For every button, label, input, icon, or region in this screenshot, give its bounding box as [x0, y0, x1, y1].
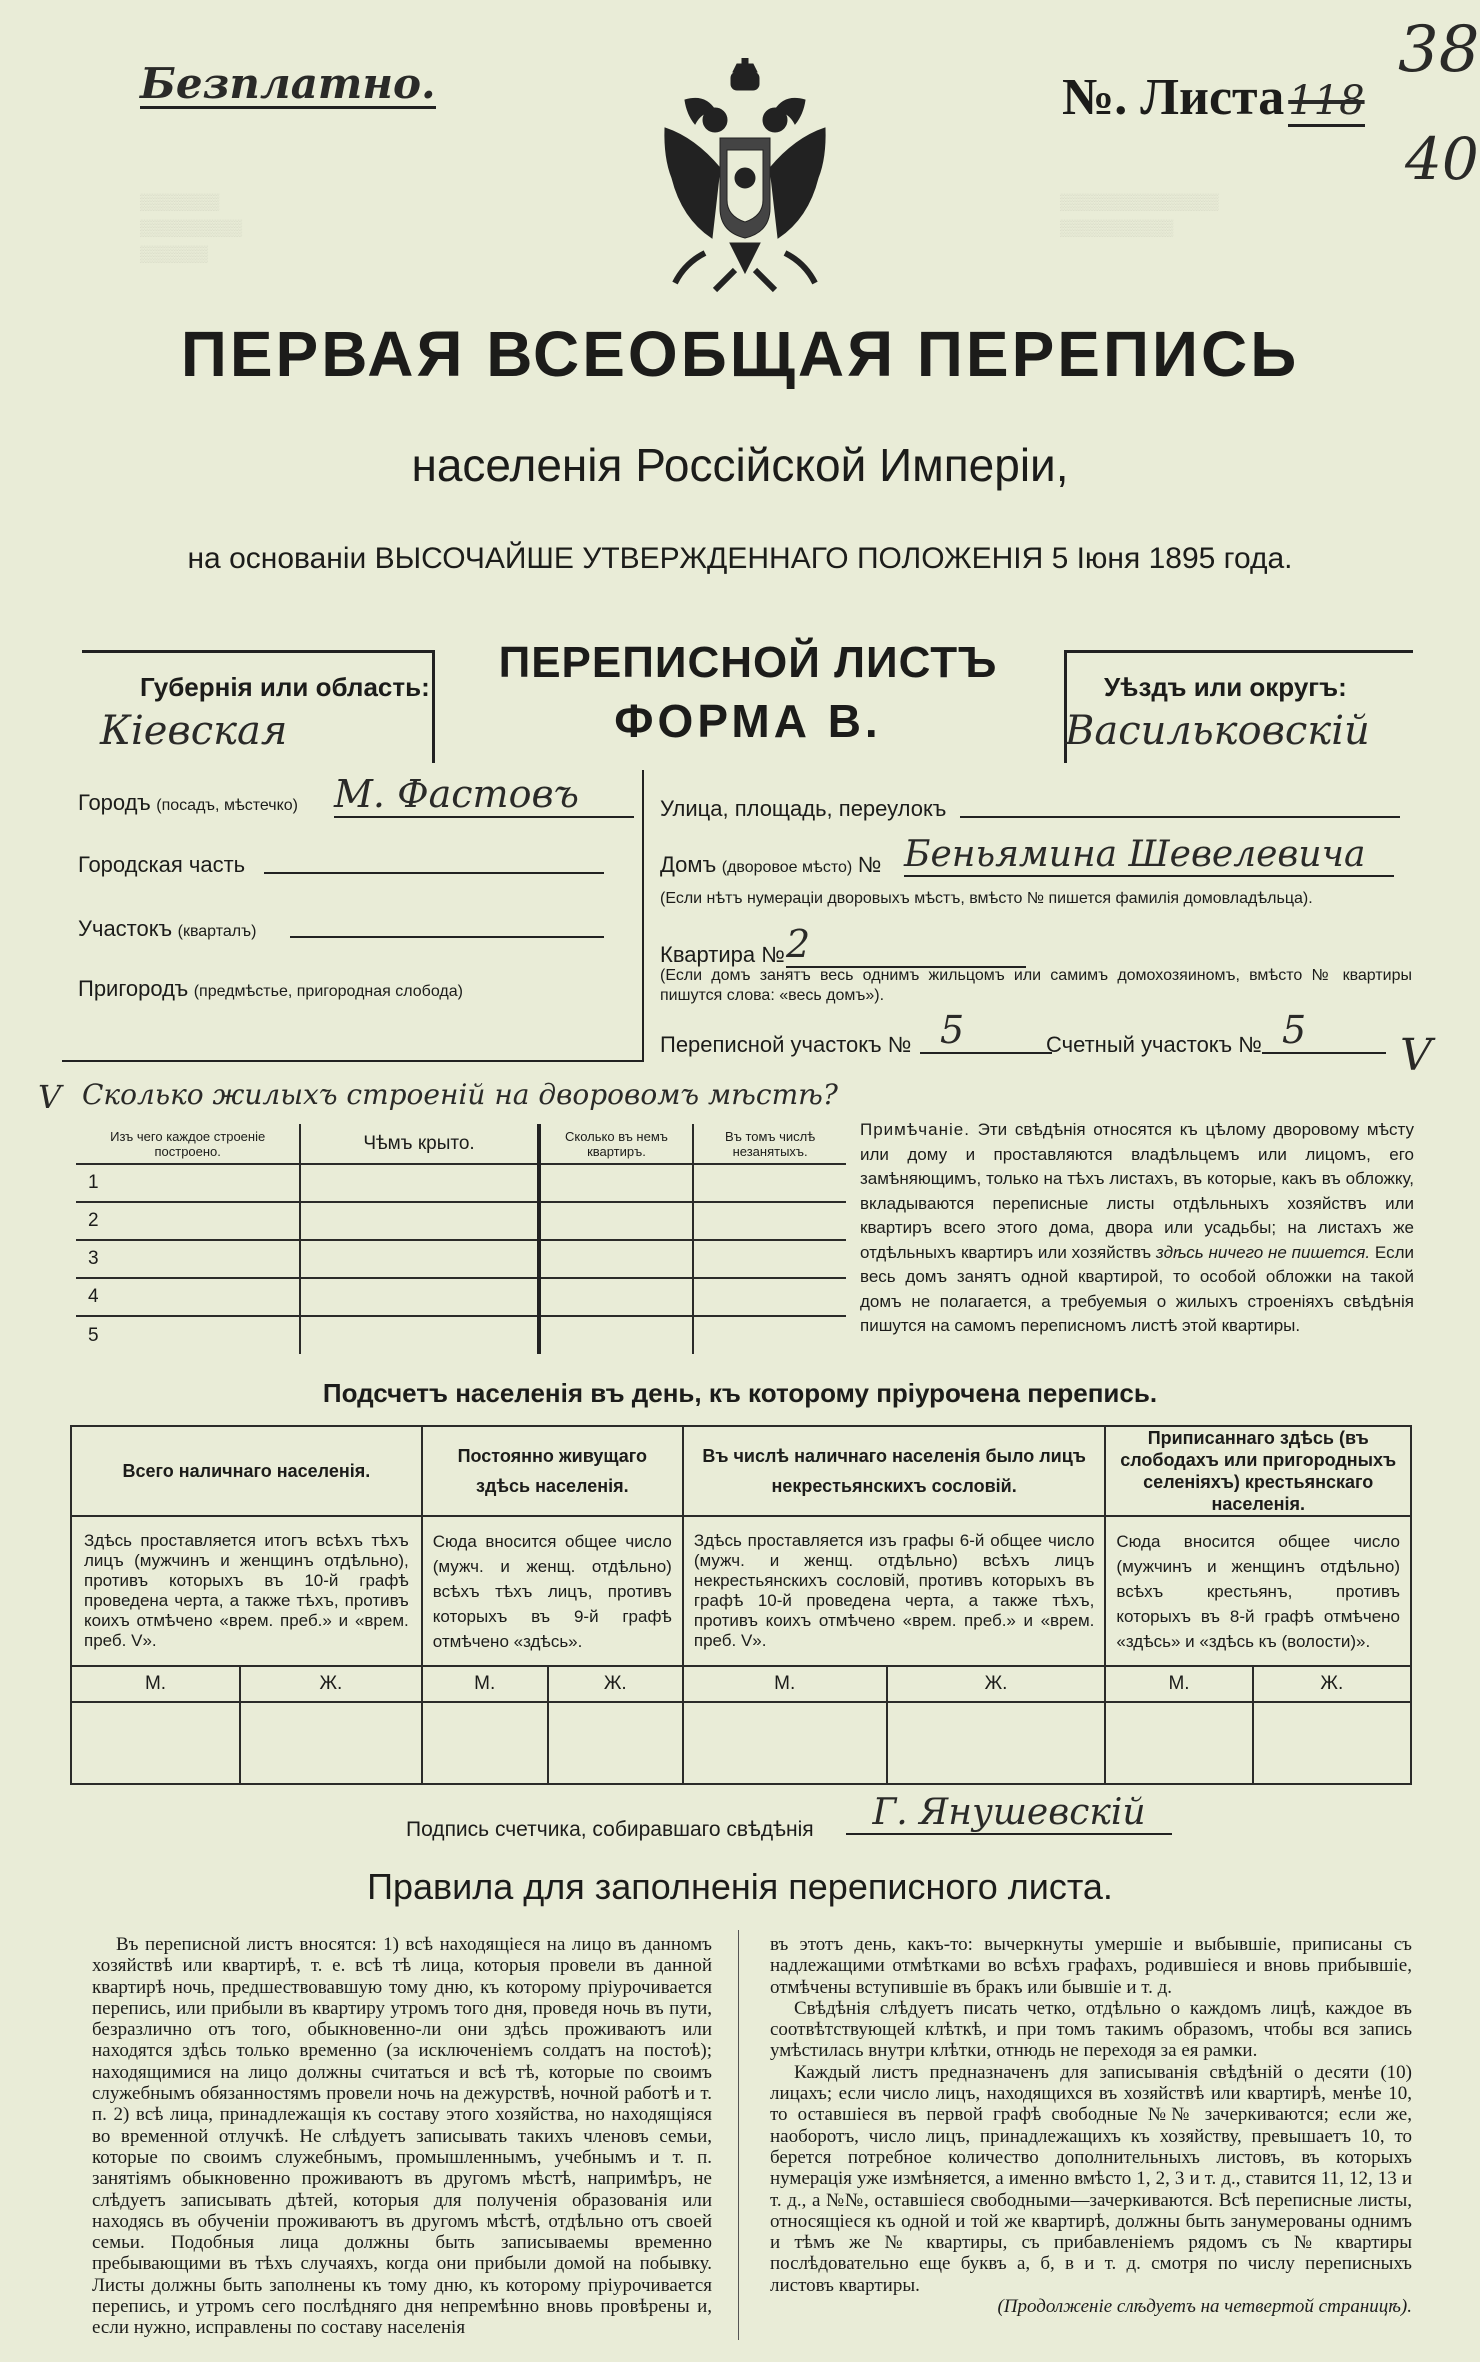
- suburb-note: (предмѣстье, пригородная слобода): [193, 983, 463, 1000]
- precinct-label: Участокъ: [78, 916, 173, 941]
- buildings-row-number: 1: [76, 1164, 300, 1202]
- sheet-number-label: №. Листа: [1062, 69, 1285, 126]
- free-label: Безплатно.: [140, 59, 436, 108]
- population-cell: [683, 1702, 887, 1784]
- census-main-title: ПЕРВАЯ ВСЕОБЩАЯ ПЕРЕПИСЬ: [180, 318, 1300, 390]
- buildings-cell: [693, 1202, 846, 1240]
- buildings-note-text-a: Эти свѣдѣнія относятся къ цѣлому дворовому мѣсту или дому и проставляются владѣльцемъ или лицомъ, его замѣняющимъ, только на тѣхъ листахъ, въ которые, какъ въ обложку, вкладываются переписные листы отдѣльныхъ хозяйствъ или квартиръ всего этого дома, двора или усадьбы; на листахъ же отдѣльныхъ квартиръ или хозяйствъ: [860, 1120, 1414, 1262]
- population-male-header: М.: [683, 1666, 887, 1702]
- count-precinct-label: Счетный участокъ №: [1046, 1032, 1262, 1057]
- address-check-mark: V: [1400, 1030, 1432, 1081]
- census-precinct-label: Переписной участокъ №: [660, 1032, 912, 1057]
- population-heading-peasant: Приписаннаго здѣсь (въ слободахъ или пригородныхъ селеніяхъ) крестьянскаго населенія.: [1105, 1426, 1411, 1516]
- rules-right-paragraph-c: Каждый листъ предназначенъ для записыванія свѣдѣній о десяти (10) лицахъ; если число лицъ, находящихся въ хозяйствѣ или квартирѣ, менѣе 10, то оставшіеся въ первой графѣ свободные №№ зачеркиваются; если же, наоборотъ, число лицъ, принадлежащихъ къ хозяйству, превышаетъ 10, то берется потребное количество дополнительныхъ листовъ, въ которыхъ нумерація уже измѣняется, а именно вмѣсто 1, 2, 3 и т. д., ставится 11, 12, 13 и т. д., а №№, оставшіеся свободными—зачеркиваются. Всѣ переписные листы, относящіеся къ одной и той же квартирѣ, должны быть занумерованы однимъ и тѣмъ же № квартиры, съ прибавленіемъ рядомъ съ № квартиры послѣдовательно еще буквъ а, б, в и т. д. смотря по числу переписныхъ листовъ квартиры.: [770, 2061, 1412, 2296]
- uezd-value: Васильковскій: [1065, 708, 1370, 754]
- buildings-note: [860, 1118, 1414, 1339]
- population-text-peasant: Сюда вносится общее число (мужчинъ и женщинъ отдѣльно) всѣхъ крестьянъ, противъ которыхъ въ 8-й графѣ отмѣчено «здѣсь» и «здѣсь къ (волости)».: [1105, 1516, 1411, 1666]
- population-cell: [71, 1702, 240, 1784]
- population-cell: [548, 1702, 683, 1784]
- corner-number-2: 40: [1405, 125, 1479, 193]
- population-text-total: Здѣсь проставляется итогъ всѣхъ тѣхъ лицъ (мужчинъ и женщинъ отдѣльно), противъ которыхъ въ 10-й графѣ проведена черта, а также тѣхъ, противъ коихъ отмѣчено «врем. преб.» и «врем. преб. V».: [71, 1516, 422, 1666]
- house-value: Беньямина Шевелевича: [904, 834, 1394, 877]
- buildings-cell: [693, 1278, 846, 1316]
- buildings-cell: [539, 1202, 694, 1240]
- street-label: Улица, площадь, переулокъ: [660, 796, 947, 821]
- buildings-cell: [300, 1316, 538, 1354]
- buildings-header-apartments: Сколько въ немъ квартиръ.: [539, 1124, 694, 1164]
- population-cell: [1253, 1702, 1411, 1784]
- city-note: (посадъ, мѣстечко): [156, 797, 299, 814]
- population-cell: [422, 1702, 548, 1784]
- rules-right-column: [770, 1934, 1412, 2317]
- precinct-value-line: [290, 934, 604, 938]
- buildings-row-number: 5: [76, 1316, 300, 1354]
- form-title: ПЕРЕПИСНОЙ ЛИСТЪ: [498, 638, 998, 687]
- population-male-header: М.: [1105, 1666, 1252, 1702]
- gubernia-value: Кіевская: [100, 708, 288, 754]
- population-cell: [1105, 1702, 1252, 1784]
- gubernia-label: Губернія или область:: [140, 672, 430, 702]
- population-title: Подсчетъ населенія въ день, къ которому пріурочена перепись.: [322, 1378, 1158, 1408]
- buildings-cell: [693, 1240, 846, 1278]
- buildings-note-label: Примѣчаніе.: [860, 1120, 970, 1139]
- house-hint: (Если нѣтъ нумераціи дворовыхъ мѣстъ, вмѣсто № пишется фамилія домовладѣльца).: [660, 890, 1313, 907]
- street-value-line: [960, 814, 1400, 818]
- buildings-cell: [539, 1240, 694, 1278]
- buildings-header-material: Изъ чего каждое строеніе построено.: [76, 1124, 300, 1164]
- suburb-label: Пригородъ: [78, 976, 189, 1001]
- rules-title: Правила для заполненія переписного листа.: [367, 1866, 1113, 1907]
- buildings-cell: [300, 1240, 538, 1278]
- population-female-header: Ж.: [548, 1666, 683, 1702]
- bleed-through-text: ▒▒▒▒▒▒▒ ▒▒▒▒▒▒▒▒▒ ▒▒▒▒▒▒ ▒▒▒▒▒▒▒▒▒▒▒▒▒▒ ▒▒▒▒▒▒▒▒▒▒: [140, 194, 1219, 263]
- sheet-number: [1062, 69, 1365, 126]
- buildings-cell: [539, 1278, 694, 1316]
- precinct-note: (кварталъ): [177, 923, 257, 940]
- buildings-header-roof: Чѣмъ крыто.: [300, 1124, 538, 1164]
- buildings-cell: [693, 1316, 846, 1354]
- rules-left-column: Въ переписной листъ вносятся: 1) всѣ находящіеся на лицо въ данномъ хозяйствѣ или квартирѣ, т. е. всѣ тѣ лица, которыя провели въ данной квартирѣ ночь, предшествовавшую тому дню, къ которому пріурочивается перепись, или прибыли въ квартиру утромъ того дня, проведя ночь въ пути, безразлично отъ того, обыкновенно-ли они здѣсь проживаютъ или находятся здѣсь только временно (за исключеніемъ солдатъ на постоѣ); находящимися на лицо должны считаться и всѣ тѣ, которые по своимъ служебнымъ обязанностямъ провели ночь на дежурствѣ, ночной работѣ и т. п. 2) всѣ лица, принадлежащія къ составу этого хозяйства, но находящіяся во временной отлучкѣ. Не слѣдуетъ записывать такихъ членовъ семьи, которые по своимъ служебнымъ, промышленнымъ, учебнымъ и т. п. занятіямъ обыкновенно проживаютъ въ другомъ мѣстѣ, напримѣръ, не слѣдуетъ записывать дѣтей, которыя для полученія образованія или находясь въ обученіи проживаютъ въ другомъ мѣстѣ, отдѣльно отъ своей семьи. Подобныя лица должны быть записываемы временно пребывающими въ тѣхъ случаяхъ, когда они прибыли домой на побывку. Листы должны быть заполнены къ тому дню, къ которому пріурочивается перепись, и утромъ сего послѣдняго дня непремѣнно вновь провѣрены и, если нужно, исправлены по составу населенія: [92, 1934, 712, 2339]
- apartment-hint: (Если домъ занятъ весь однимъ жильцомъ или самимъ домохозяиномъ, вмѣсто № квартиры пишутся слова: «весь домъ»).: [660, 967, 1412, 1004]
- census-basis-line: на основаніи ВЫСОЧАЙШЕ УТВЕРЖДЕННАГО ПОЛОЖЕНІЯ 5 Іюня 1895 года.: [187, 542, 1293, 575]
- buildings-cell: [300, 1278, 538, 1316]
- population-heading-non-peasant: Въ числѣ наличнаго населенія было лицъ некрестьянскихъ сословій.: [683, 1426, 1106, 1516]
- house-note: (дворовое мѣсто): [721, 859, 853, 876]
- city-value: М. Фастовъ: [334, 772, 634, 818]
- city-district-label: Городская часть: [78, 852, 246, 877]
- buildings-note-emphasis: здѣсь ничего не пишется.: [1155, 1242, 1371, 1262]
- house-row: [660, 852, 881, 878]
- census-subtitle: населенія Россійской Имперіи,: [411, 439, 1069, 491]
- buildings-check-mark: V: [38, 1078, 62, 1116]
- apartment-value: 2: [786, 922, 1026, 968]
- city-row: [78, 790, 298, 816]
- population-cell: [240, 1702, 422, 1784]
- suburb-row: [78, 976, 463, 1002]
- population-heading-total: Всего наличнаго населенія.: [71, 1426, 422, 1516]
- rules-right-paragraph-b: Свѣдѣнія слѣдуетъ писать четко, отдѣльно о каждомъ лицѣ, каждое въ соотвѣтствующей клѣткѣ, и при томъ такимъ образомъ, чтобы вся запись умѣстилась внутри клѣтки, отнюдь не переходя за ея рамки.: [770, 1997, 1412, 2062]
- population-cell: [887, 1702, 1106, 1784]
- buildings-cell: [693, 1164, 846, 1202]
- population-heading-permanent: Постоянно живущаго здѣсь населенія.: [422, 1426, 683, 1516]
- population-male-header: М.: [422, 1666, 548, 1702]
- rules-right-paragraph-a: въ этотъ день, какъ-то: вычеркнуты умершіе и выбывшіе, приписаны съ надлежащими отмѣтками во всѣхъ графахъ, родившіеся и вновь прибывшіе, отмѣчены вступившіе въ бракъ или бывшіе и т. д.: [770, 1934, 1412, 1998]
- city-label: Городъ: [78, 790, 151, 815]
- census-precinct-value: 5: [920, 1008, 1052, 1054]
- buildings-cell: [539, 1164, 694, 1202]
- signature-label: Подпись счетчика, собиравшаго свѣдѣнія: [406, 1818, 814, 1841]
- buildings-header-vacant: Въ томъ числѣ незанятыхъ.: [693, 1124, 846, 1164]
- count-precinct-value: 5: [1262, 1008, 1386, 1054]
- buildings-row-number: 2: [76, 1202, 300, 1240]
- buildings-cell: [300, 1164, 538, 1202]
- population-male-header: М.: [71, 1666, 240, 1702]
- sheet-number-struck: 118: [1288, 78, 1364, 127]
- precinct-row: [78, 916, 256, 942]
- form-name: ФОРМА В.: [614, 695, 882, 747]
- house-number-sign: №: [857, 852, 882, 877]
- buildings-row-number: 3: [76, 1240, 300, 1278]
- population-female-header: Ж.: [887, 1666, 1106, 1702]
- population-table: [70, 1425, 1412, 1785]
- corner-number-1: 38: [1398, 13, 1480, 87]
- population-female-header: Ж.: [240, 1666, 422, 1702]
- apartment-label: Квартира №: [660, 942, 785, 967]
- population-text-non-peasant: Здѣсь проставляется изъ графы 6-й общее число (мужч. и женщ. отдѣльно) всѣхъ лицъ некрестьянскихъ сословій, противъ которыхъ въ графѣ 10-й проведена черта, а также тѣхъ, противъ коихъ отмѣчено «врем. преб.» и «врем. преб. V».: [683, 1516, 1106, 1666]
- uezd-label: Уѣздъ или округъ:: [1104, 672, 1347, 702]
- rules-continued-note: (Продолженіе слѣдуетъ на четвертой страницѣ).: [997, 2296, 1412, 2318]
- buildings-question: Сколько жилыхъ строеній на дворовомъ мѣстѣ?: [82, 1078, 838, 1111]
- city-district-value-line: [264, 870, 604, 874]
- buildings-cell: [300, 1202, 538, 1240]
- buildings-row-number: 4: [76, 1278, 300, 1316]
- buildings-cell: [539, 1316, 694, 1354]
- buildings-note-text-b: Если весь домъ занятъ одной квартирой, то особой обложки на такой домъ не полагается, а требуемыя о жилыхъ строеніяхъ свѣдѣнія пишутся на самомъ переписномъ листѣ этой квартиры.: [860, 1242, 1414, 1335]
- population-text-permanent: Сюда вносится общее число (мужч. и женщ. отдѣльно) всѣхъ тѣхъ лицъ, противъ которыхъ въ 9-й графѣ отмѣчено «здѣсь».: [422, 1516, 683, 1666]
- population-female-header: Ж.: [1253, 1666, 1411, 1702]
- house-label: Домъ: [660, 852, 717, 877]
- signature-value: Г. Янушевскій: [846, 1792, 1172, 1835]
- buildings-table: [76, 1124, 846, 1354]
- rules-divider: [738, 1930, 739, 2340]
